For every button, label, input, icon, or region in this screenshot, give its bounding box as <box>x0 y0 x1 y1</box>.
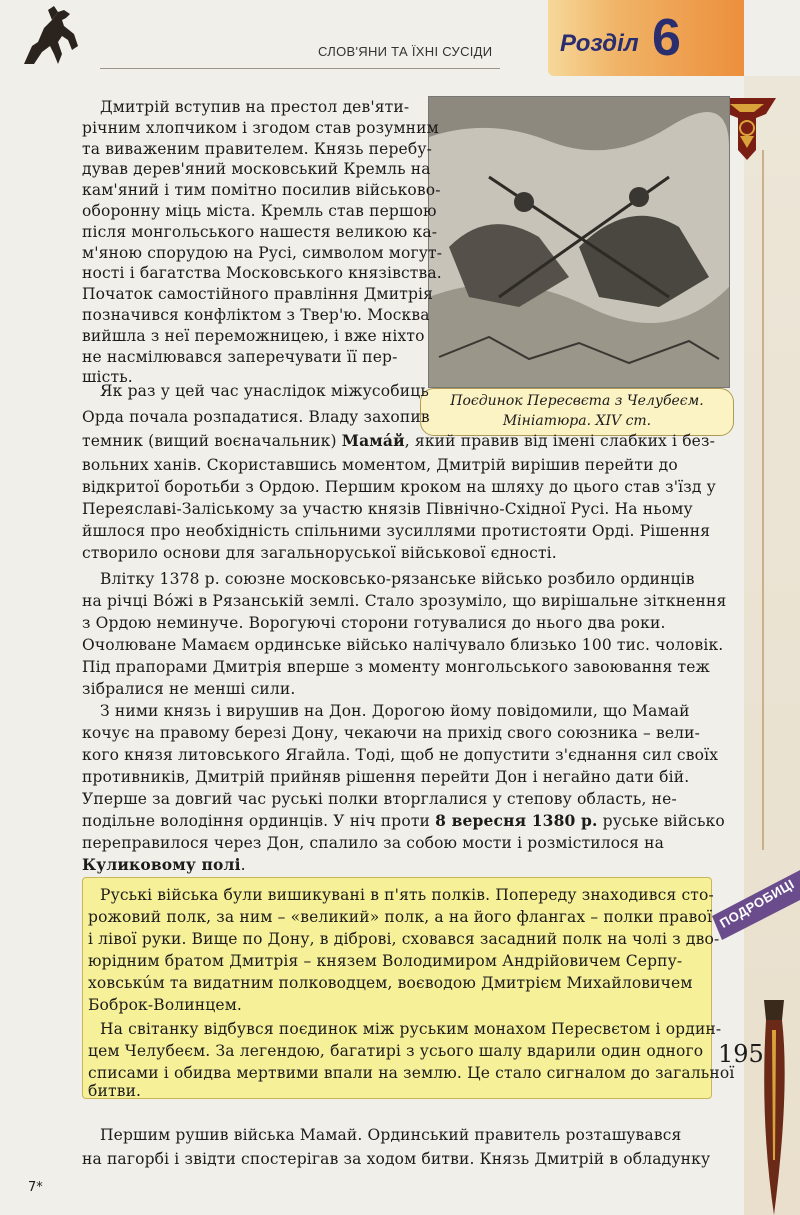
text-line: позначився конфліктом з Твер'ю. Москва <box>82 306 430 324</box>
text-line: Орда почала розпадатися. Владу захопив <box>82 408 430 426</box>
text-line: вольних ханів. Скориставшись моментом, Дмитрій вирішив перейти до <box>82 456 678 474</box>
header-rule <box>100 68 500 69</box>
text-line: м'яною спорудою на Русі, символом могут- <box>82 243 443 262</box>
text-line: після монгольського нашестя великою ка- <box>82 222 438 241</box>
text-line: Дмитрій вступив на престол дев'яти- <box>100 98 410 116</box>
text-span: подільне володіння ординців. У ніч проти <box>82 812 436 830</box>
detail-line <box>88 1080 141 1102</box>
caption-line-1: Поєдинок Пересвєта з Челубеєм. <box>450 393 704 409</box>
text-line: Переяславі-Заліському за участю князів Північно-Східної Русі. На ньому <box>82 500 693 518</box>
text-line: та виваженим правителем. Князь перебу- <box>82 139 432 158</box>
text-line: кам'яний і тим помітно посилив військово- <box>82 181 441 200</box>
figure-caption <box>420 388 734 436</box>
text-line: Першим рушив війська Мамай. Ординський правитель розташувався <box>100 1126 682 1144</box>
bold-term: Куликовому полі <box>82 855 241 874</box>
detail-line: Боброк-Волинцем. <box>88 996 242 1014</box>
text-line: Очолюване Мамаєм ординське військо налічувало близько 100 тис. чоловік. <box>82 636 724 654</box>
page-number: 195 <box>718 1040 764 1068</box>
text-line: Влітку 1378 р. союзне московсько-рязанське військо розбило ординців <box>100 570 695 588</box>
detail-line: ховськúм та видатним полководцем, воєводою Дмитрієм Михайловичем <box>88 974 693 992</box>
caption-line-2: Мініатюра. XIV ст. <box>502 413 652 429</box>
text-span: переправилося через Дон, спалило за собою мости і розмістилося на <box>82 834 664 852</box>
horse-rider-icon <box>18 6 88 70</box>
text-line: йшлося про необхідність спільними зусиллями протистояти Орді. Рішення <box>82 522 711 540</box>
detail-line: рожовий полк, за ним – «великий» полк, а на його флангах – полки правої <box>88 908 713 926</box>
text-span: . <box>240 856 246 874</box>
text-span: руське військо <box>597 812 725 830</box>
dagger-icon <box>744 1000 800 1215</box>
text-span: битви. <box>88 1082 142 1100</box>
text-line: Під прапорами Дмитрія вперше з моменту монгольського завоювання теж <box>82 658 710 676</box>
detail-line: цем Челубеєм. За легендою, багатирі з усього шалу вдарили один одного <box>88 1042 704 1060</box>
detail-line: списами і обидва мертвими впали на землю. Це стало сигналом до загальної <box>88 1064 735 1082</box>
text-line: кочує на правому березі Дону, чекаючи на прихід свого союзника – вели- <box>82 724 701 742</box>
text-span: , який правив від імені слабких і без- <box>404 432 716 450</box>
text-line <box>82 810 725 832</box>
text-line: Початок самостійного правління Дмитрія <box>82 285 434 304</box>
footnote-mark: 7* <box>28 1180 43 1195</box>
text-line: шість. <box>82 368 133 387</box>
detail-line: юрідним братом Дмитрія – князем Володимиром Андрійовичем Серпу- <box>88 952 683 970</box>
text-line: на пагорбі і звідти спостерігав за ходом битви. Князь Дмитрій в обладунку <box>82 1150 711 1168</box>
text-line: дував дерев'яний московський Кремль на <box>82 160 431 179</box>
text-line: ності і багатства Московського князівства. <box>82 264 442 283</box>
text-line <box>82 788 677 810</box>
text-line: противників, Дмитрій прийняв рішення перейти Дон і негайно дати бій. <box>82 768 690 786</box>
detail-line: На світанку відбувся поєдинок між руським монахом Пересвєтом і ордин- <box>100 1020 722 1038</box>
text-span: Уперше за довгий час руські полки вторглалися у степову область, не- <box>82 790 677 808</box>
detail-line: і лівої руки. Вище по Дону, в діброві, сховався засадний полк на чолі з дво- <box>88 930 720 948</box>
section-label: Розділ <box>560 30 639 57</box>
text-line: зібралися не менші сили. <box>82 680 296 698</box>
text-line: вийшла з неї переможницею, і вже ніхто <box>82 326 425 345</box>
text-line <box>82 854 246 876</box>
text-line: не насмілювався заперечувати її пер- <box>82 347 398 366</box>
text-line <box>82 832 664 854</box>
text-line: кого князя литовського Ягайла. Тоді, щоб не допустити з'єднання сил своїх <box>82 746 719 764</box>
running-title: СЛОВ'ЯНИ ТА ЇХНІ СУСІДИ <box>318 44 493 59</box>
side-line <box>762 150 764 850</box>
details-tab-label: ПОДРОБИЦІ <box>717 876 797 931</box>
text-line: з Ордою неминуче. Ворогуючі сторони готувалися до нього два роки. <box>82 614 666 632</box>
term-mamai: Мамáй <box>341 431 405 450</box>
duel-miniature-image <box>428 96 730 388</box>
text-line: створило основи для загальноруської військової єдності. <box>82 544 557 562</box>
text-line: річним хлопчиком і згодом став розумним <box>82 118 439 137</box>
text-line: відкритої боротьби з Ордою. Першим кроком на шляху до цього став з'їзд у <box>82 478 716 496</box>
section-number: 6 <box>652 9 681 67</box>
text-span: темник (вищий воєначальник) <box>82 432 342 450</box>
detail-line: Руські війська були вишикувані в п'ять полків. Попереду знаходився сто- <box>100 886 714 904</box>
text-line: З ними князь і вирушив на Дон. Дорогою йому повідомили, що Мамай <box>100 702 690 720</box>
text-line: Як раз у цей час унаслідок міжусобиць <box>100 382 429 400</box>
bold-term: 8 вересня 1380 р. <box>435 811 598 830</box>
text-line: оборонну міць міста. Кремль став першою <box>82 202 437 220</box>
text-line: на річці Вóжі в Рязанській землі. Стало зрозуміло, що вирішальне зіткнення <box>82 592 727 610</box>
text-line <box>82 430 715 452</box>
